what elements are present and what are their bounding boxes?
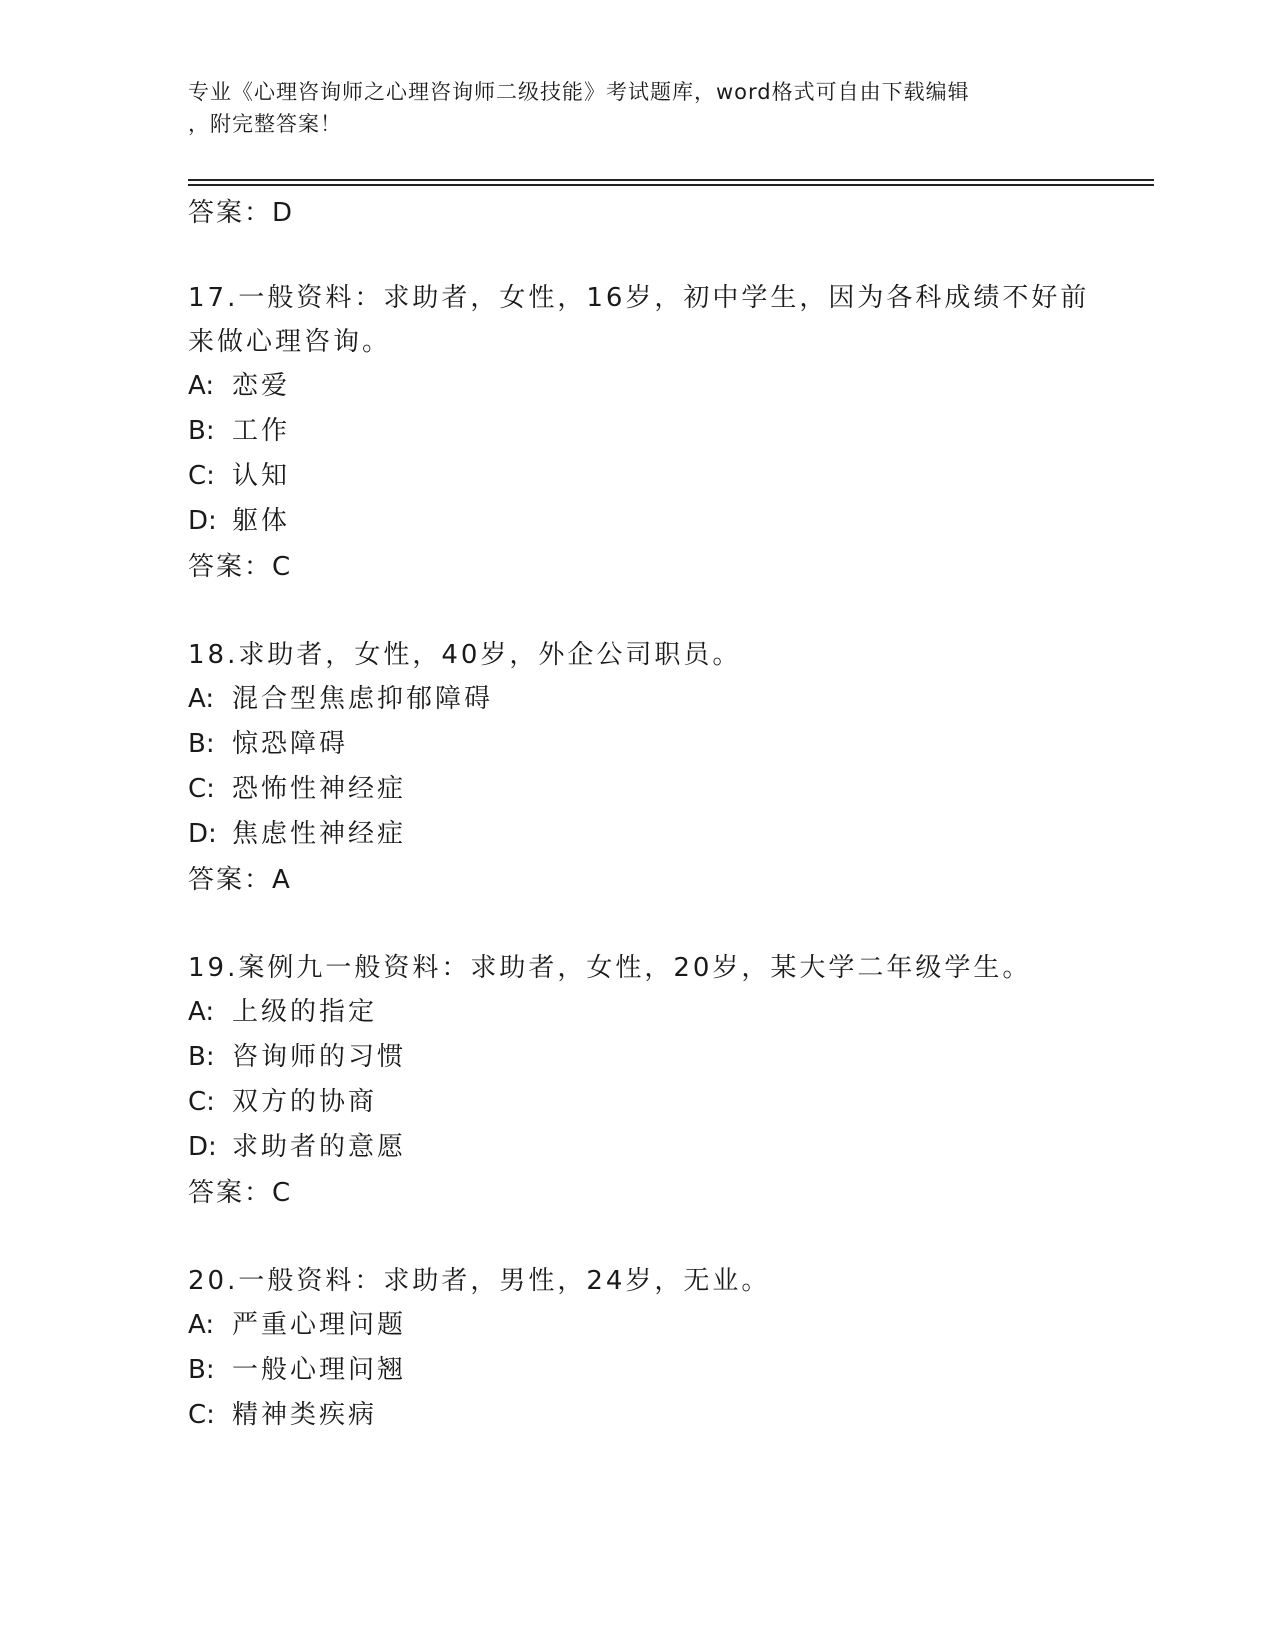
option-key: B: <box>188 416 215 446</box>
option-text: 恐怖性神经症 <box>232 774 407 804</box>
option-b <box>188 1035 1128 1080</box>
header-divider-top <box>188 179 1154 181</box>
option-b <box>188 1348 1128 1393</box>
option-text: 恋爱 <box>232 371 291 401</box>
answer: 答案：C <box>188 552 293 582</box>
option-key: B: <box>188 1355 215 1385</box>
question-stem: 17.一般资料：求助者，女性，16岁，初中学生，因为各科成绩不好前 <box>188 283 1090 313</box>
option-key: A: <box>188 684 215 714</box>
option-key: C: <box>188 774 215 804</box>
question-18 <box>188 633 1128 903</box>
option-c <box>188 1080 1128 1125</box>
question-stem: 18.求助者，女性，40岁，外企公司职员。 <box>188 640 742 670</box>
option-text: 混合型焦虑抑郁障碍 <box>232 684 494 714</box>
option-text: 一般心理问翘 <box>232 1355 407 1385</box>
option-text: 上级的指定 <box>232 997 378 1027</box>
option-c <box>188 1393 1128 1438</box>
option-text: 焦虑性神经症 <box>232 819 407 849</box>
header-line-2: ，附完整答案！ <box>188 112 342 136</box>
option-text: 工作 <box>232 416 291 446</box>
question-stem: 19.案例九一般资料：求助者，女性，20岁，某大学二年级学生。 <box>188 953 1032 983</box>
question-stem: 20.一般资料：求助者，男性，24岁，无业。 <box>188 1266 771 1296</box>
option-key: B: <box>188 729 215 759</box>
document-header <box>188 76 1068 140</box>
option-key: D: <box>188 819 217 849</box>
option-c <box>188 454 1128 499</box>
option-key: C: <box>188 461 215 491</box>
answer: 答案：A <box>188 865 292 895</box>
option-d <box>188 1125 1128 1170</box>
option-text: 精神类疾病 <box>232 1400 378 1430</box>
option-key: C: <box>188 1087 215 1117</box>
option-text: 双方的协商 <box>232 1087 378 1117</box>
option-text: 躯体 <box>232 506 291 536</box>
header-divider-bottom <box>188 184 1154 186</box>
option-key: D: <box>188 1132 217 1162</box>
option-key: A: <box>188 1310 215 1340</box>
option-key: D: <box>188 506 217 536</box>
header-line-1: 专业《心理咨询师之心理咨询师二级技能》考试题库，word格式可自由下载编辑 <box>188 80 970 104</box>
option-a <box>188 364 1128 409</box>
option-text: 认知 <box>232 461 291 491</box>
option-d <box>188 499 1128 544</box>
option-c <box>188 767 1128 812</box>
option-key: C: <box>188 1400 215 1430</box>
option-text: 严重心理问题 <box>232 1310 407 1340</box>
question-20 <box>188 1259 1128 1438</box>
option-d <box>188 812 1128 857</box>
option-key: B: <box>188 1042 215 1072</box>
previous-answer: 答案：D <box>188 198 295 228</box>
option-text: 惊恐障碍 <box>232 729 349 759</box>
option-text: 求助者的意愿 <box>232 1132 407 1162</box>
option-b <box>188 409 1128 454</box>
question-list <box>188 190 1128 1481</box>
option-b <box>188 722 1128 767</box>
option-text: 咨询师的习惯 <box>232 1042 407 1072</box>
question-stem-continued: 来做心理咨询。 <box>188 327 392 357</box>
option-key: A: <box>188 997 215 1027</box>
option-a <box>188 990 1128 1035</box>
question-19 <box>188 946 1128 1216</box>
question-17 <box>188 276 1128 590</box>
answer: 答案：C <box>188 1178 293 1208</box>
option-a <box>188 677 1128 722</box>
option-a <box>188 1303 1128 1348</box>
option-key: A: <box>188 371 215 401</box>
